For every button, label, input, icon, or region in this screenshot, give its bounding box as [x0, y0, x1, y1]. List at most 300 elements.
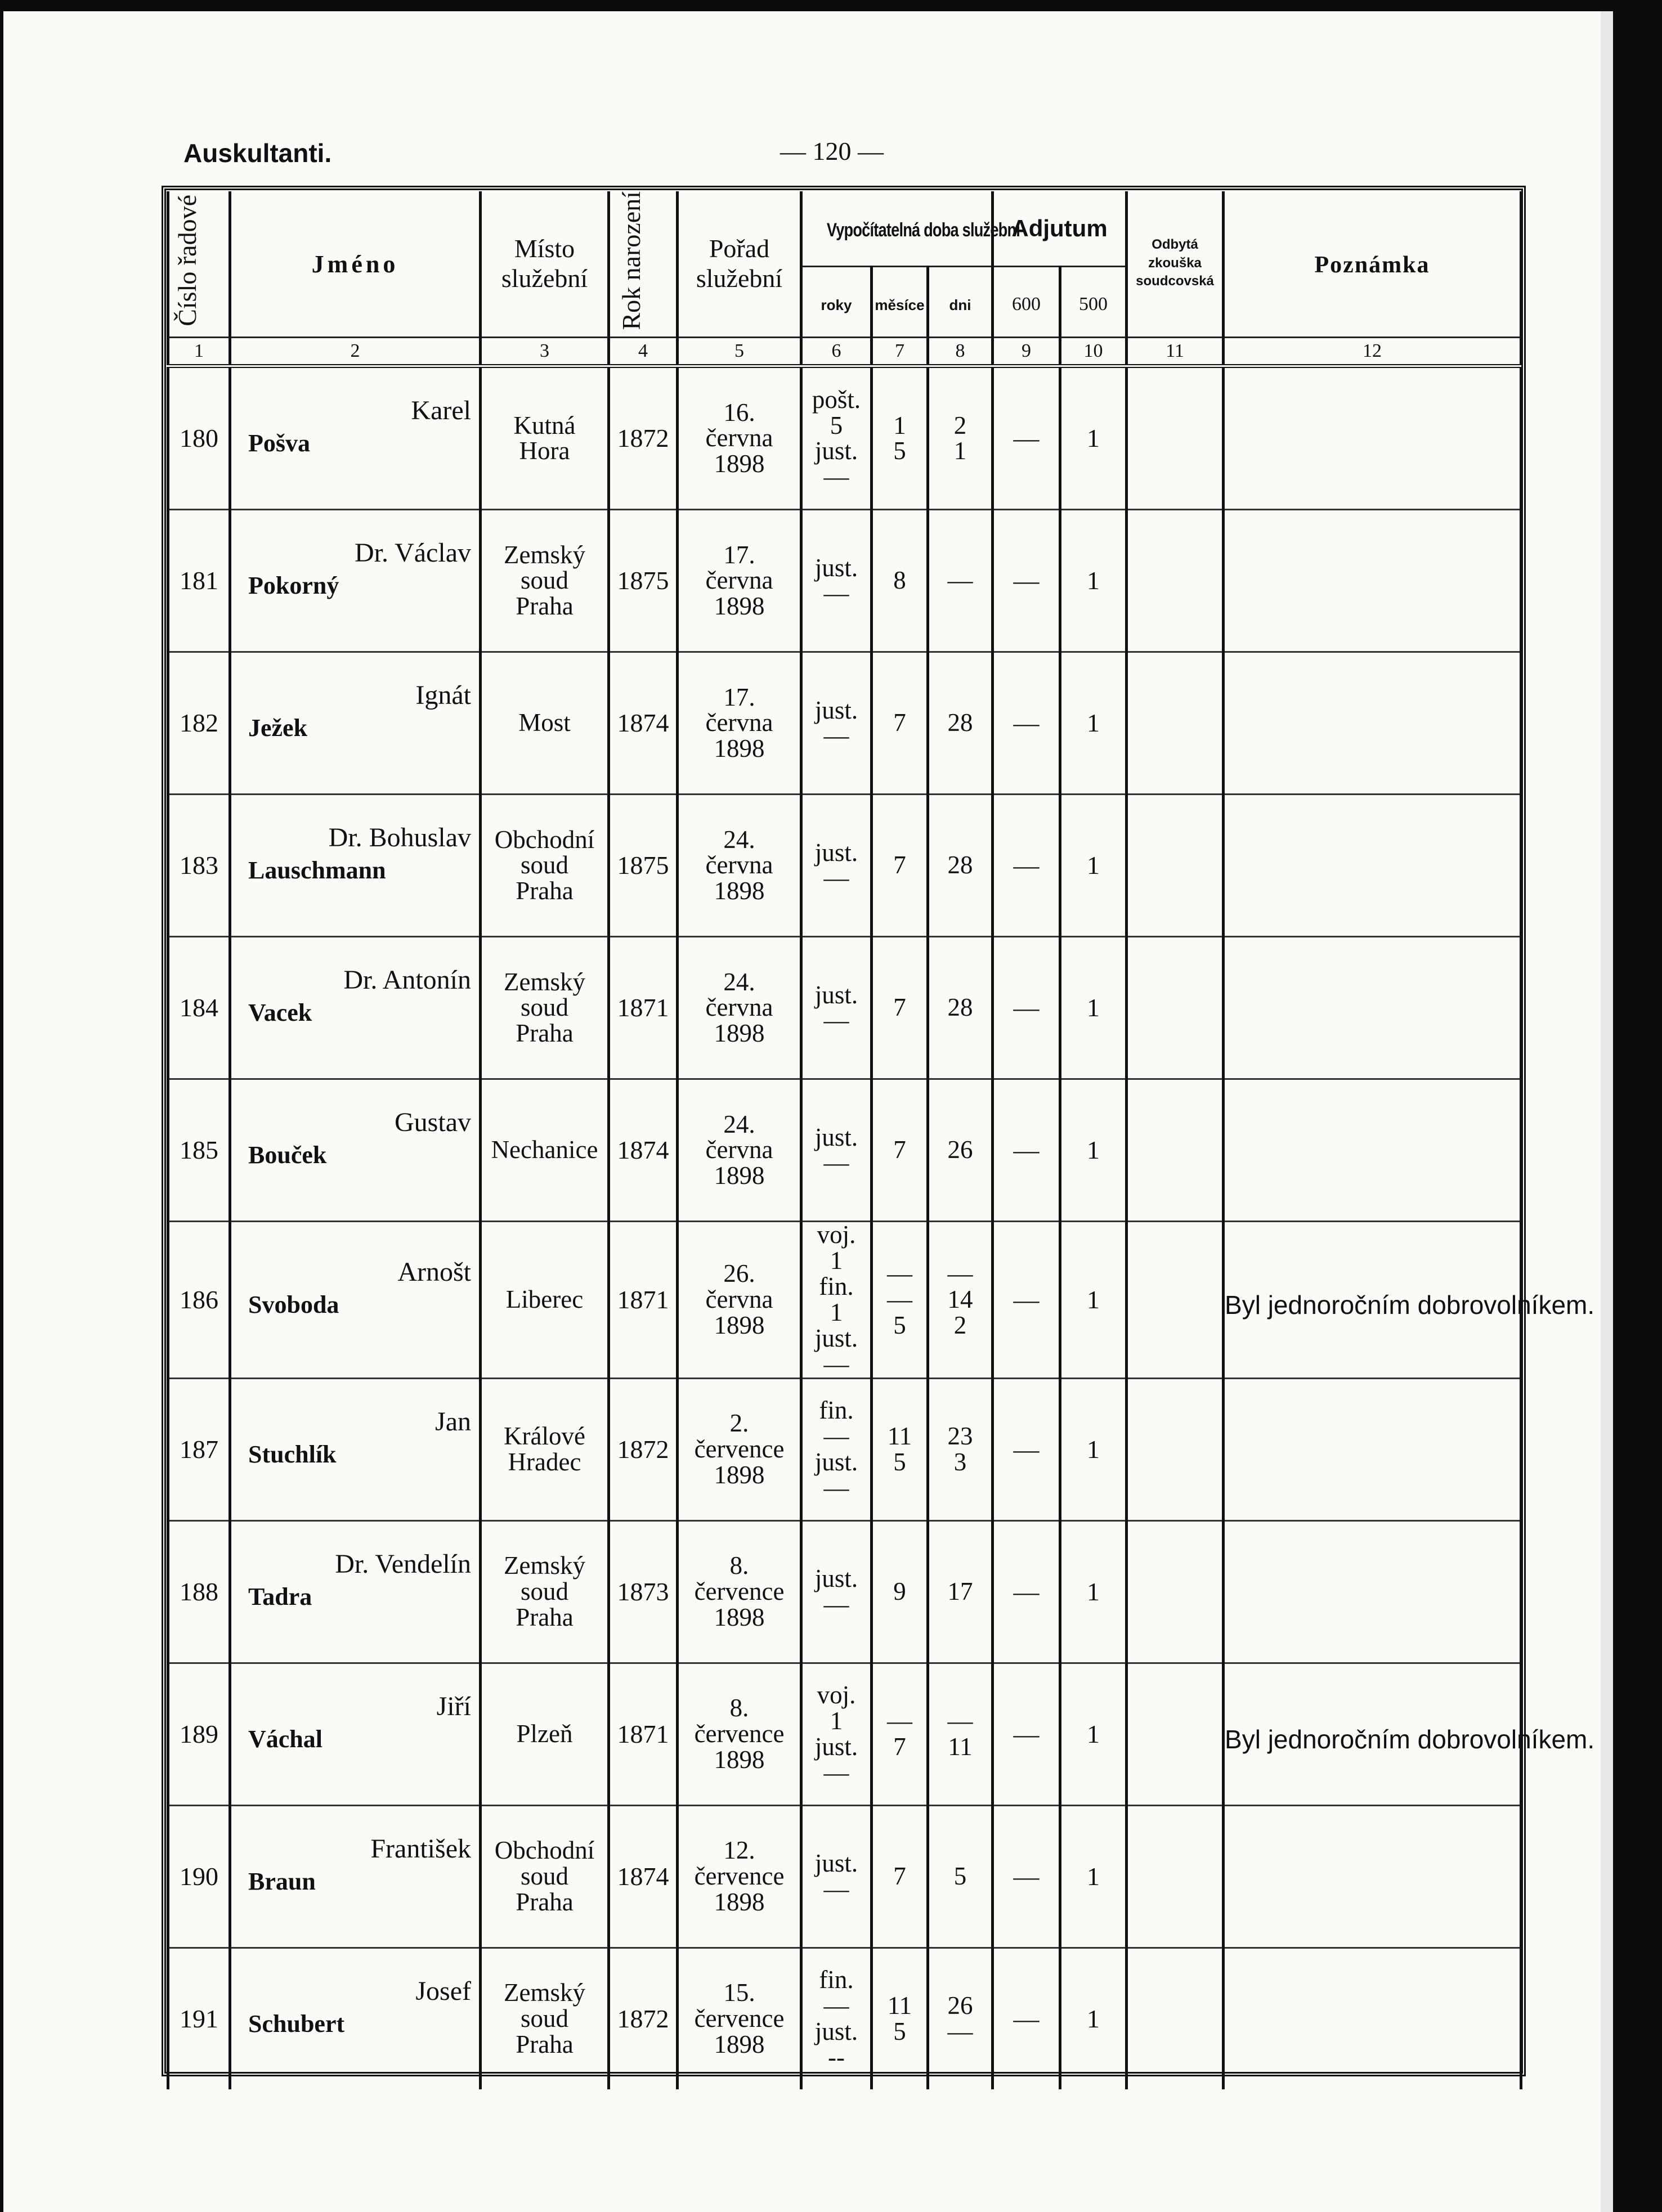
days-line: 26 — [947, 1136, 973, 1164]
months — [872, 1222, 928, 1378]
years-line: -- — [828, 2043, 845, 2071]
service-order-line: 17. — [723, 683, 755, 711]
row-number: 185 — [168, 1079, 230, 1222]
surname: Pokorný — [248, 572, 339, 600]
service-order — [678, 652, 801, 795]
service-order-line: 17. — [723, 540, 755, 569]
service-place-line: Zemský — [504, 1551, 585, 1580]
row-number: 187 — [168, 1378, 230, 1520]
exam-cell — [1127, 366, 1224, 510]
person-name — [230, 1079, 481, 1222]
given-name: Dr. Antonín — [343, 965, 471, 995]
months-line: 11 — [887, 1421, 912, 1450]
birth-year: 1874 — [609, 1079, 678, 1222]
service-order-line: 24. — [723, 967, 755, 996]
col-header-misto: Místo služební — [481, 191, 609, 338]
page-edge-shadow — [1601, 11, 1613, 2212]
birth-year: 1872 — [609, 1948, 678, 2089]
months-line: 7 — [893, 1861, 906, 1890]
years-line: — — [823, 1148, 849, 1177]
service-place — [481, 1079, 609, 1222]
years-line: — — [823, 1758, 849, 1787]
months — [872, 366, 928, 510]
service-order — [678, 1805, 801, 1948]
service-order-line: července — [694, 2004, 785, 2032]
table-row — [168, 366, 1521, 510]
col-number: 6 — [801, 338, 872, 366]
days — [928, 1079, 993, 1222]
years-line: fin. — [819, 1965, 854, 1994]
months-line: — — [887, 1285, 912, 1314]
months — [872, 1520, 928, 1663]
months-line: 1 — [893, 411, 906, 439]
years-line: just. — [814, 2017, 858, 2045]
years-line: — — [823, 1421, 849, 1450]
exam-cell — [1127, 1378, 1224, 1520]
col-number: 7 — [872, 338, 928, 366]
service-place-line: Praha — [516, 2030, 574, 2058]
exam-cell — [1127, 1079, 1224, 1222]
exam-cell — [1127, 1222, 1224, 1378]
note — [1224, 795, 1521, 937]
service-order — [678, 1079, 801, 1222]
given-name: Ignát — [415, 680, 471, 711]
col-header-vypocitatelna: Vypočítatelná doba služební — [801, 191, 993, 266]
note — [1224, 1079, 1521, 1222]
months-line: — — [887, 1706, 912, 1735]
exam-cell — [1127, 937, 1224, 1079]
years-line: voj. — [817, 1680, 856, 1709]
days-line: 5 — [953, 1861, 967, 1890]
note — [1224, 1378, 1521, 1520]
years-line: just. — [814, 437, 858, 465]
years — [801, 652, 872, 795]
col-header-odbyta: Odbytá zkouška soudcovská — [1127, 191, 1224, 338]
table-row — [168, 1378, 1521, 1520]
surname: Tadra — [248, 1582, 312, 1610]
section-title: Auskultanti. — [183, 138, 332, 168]
years — [801, 1079, 872, 1222]
years-line: — — [823, 864, 849, 892]
service-order-line: června — [705, 1136, 773, 1164]
years-line: just. — [814, 1732, 858, 1761]
days — [928, 1520, 993, 1663]
service-place — [481, 937, 609, 1079]
service-order-line: 1898 — [714, 1460, 765, 1489]
years-line: just. — [814, 838, 858, 867]
col-number: 3 — [481, 338, 609, 366]
table-row — [168, 510, 1521, 652]
months-line: 7 — [893, 708, 906, 737]
years — [801, 795, 872, 937]
col-header-cislo: Číslo řadové — [168, 191, 230, 338]
row-number: 186 — [168, 1222, 230, 1378]
service-place — [481, 1663, 609, 1805]
service-order-line: července — [694, 1719, 785, 1748]
exam-cell — [1127, 1948, 1224, 2089]
given-name: Josef — [415, 1976, 471, 2006]
register-table — [167, 191, 1595, 2089]
years-line: — — [823, 1590, 849, 1618]
birth-year: 1872 — [609, 1378, 678, 1520]
years-line: just. — [814, 1323, 858, 1352]
birth-year: 1871 — [609, 937, 678, 1079]
days — [928, 1948, 993, 2089]
col-number: 2 — [230, 338, 481, 366]
years-line: — — [823, 463, 849, 491]
col-number: 4 — [609, 338, 678, 366]
service-place-line: Hora — [519, 437, 570, 465]
months-line: 5 — [893, 2017, 906, 2045]
adjutum-500: 1 — [1060, 1222, 1127, 1378]
adjutum-600: — — [993, 366, 1060, 510]
months-line: 5 — [893, 1311, 906, 1340]
col-number: 5 — [678, 338, 801, 366]
person-name — [230, 1805, 481, 1948]
months-line: 7 — [893, 851, 906, 880]
surname: Ježek — [248, 714, 308, 742]
years — [801, 1520, 872, 1663]
col-header-jmeno: Jméno — [230, 191, 481, 338]
adjutum-600: — — [993, 1663, 1060, 1805]
service-order-line: 8. — [729, 1551, 749, 1580]
adjutum-500: 1 — [1060, 1079, 1127, 1222]
service-place-line: Liberec — [505, 1285, 584, 1314]
col-header-adjutum: Adjutum — [993, 191, 1127, 266]
service-place — [481, 795, 609, 937]
service-order — [678, 1948, 801, 2089]
note — [1224, 510, 1521, 652]
birth-year: 1875 — [609, 795, 678, 937]
years-line: — — [823, 1006, 849, 1035]
row-number: 188 — [168, 1520, 230, 1663]
table-row — [168, 652, 1521, 795]
service-order-line: června — [705, 424, 773, 452]
service-place-line: Zemský — [504, 540, 585, 569]
days — [928, 1663, 993, 1805]
adjutum-600: — — [993, 795, 1060, 937]
service-place-line: soud — [520, 851, 568, 880]
birth-year: 1875 — [609, 510, 678, 652]
service-order-line: 1898 — [714, 2030, 765, 2058]
page-number: — 120 — — [780, 137, 884, 165]
days-line: 28 — [947, 993, 973, 1022]
days — [928, 937, 993, 1079]
years-line: fin. — [819, 1272, 854, 1301]
service-place-line: Zemský — [504, 1978, 585, 2007]
years-line: — — [823, 721, 849, 750]
years — [801, 1378, 872, 1520]
table-row — [168, 1948, 1521, 2089]
days-line: — — [947, 2017, 973, 2045]
adjutum-500: 1 — [1060, 1378, 1127, 1520]
adjutum-600: — — [993, 1079, 1060, 1222]
person-name — [230, 1663, 481, 1805]
service-order-line: 1898 — [714, 592, 765, 621]
service-order-line: června — [705, 708, 773, 737]
note — [1224, 652, 1521, 795]
years-line: just. — [814, 1848, 858, 1877]
service-place — [481, 1378, 609, 1520]
col-number: 1 — [168, 338, 230, 366]
service-place-line: Obchodní — [494, 825, 595, 854]
surname: Svoboda — [248, 1291, 339, 1319]
service-order — [678, 1222, 801, 1378]
service-order — [678, 366, 801, 510]
col-header-rok: Rok narození — [609, 191, 678, 338]
service-place — [481, 1948, 609, 2089]
service-order-line: června — [705, 566, 773, 595]
person-name — [230, 652, 481, 795]
birth-year: 1871 — [609, 1222, 678, 1378]
given-name: Jiří — [436, 1691, 471, 1721]
surname: Braun — [248, 1867, 316, 1895]
row-number: 183 — [168, 795, 230, 937]
years-line: fin. — [819, 1396, 854, 1424]
col-header-dni: dni — [928, 266, 993, 338]
years-line: 1 — [830, 1246, 843, 1275]
service-place — [481, 510, 609, 652]
service-place-line: Praha — [516, 1019, 574, 1048]
surname: Pošva — [248, 429, 310, 457]
note — [1224, 1948, 1521, 2089]
col-number: 11 — [1127, 338, 1224, 366]
months — [872, 652, 928, 795]
days-line: 28 — [947, 851, 973, 880]
days-line: 26 — [947, 1991, 973, 2020]
given-name: Gustav — [395, 1107, 471, 1138]
service-order-line: 24. — [723, 825, 755, 854]
years — [801, 1663, 872, 1805]
years-line: — — [823, 1473, 849, 1502]
adjutum-500: 1 — [1060, 937, 1127, 1079]
years-line: — — [823, 579, 849, 608]
surname: Váchal — [248, 1725, 322, 1753]
service-order-line: 1898 — [714, 1161, 765, 1190]
months-line: 11 — [887, 1991, 912, 2020]
days-line: 3 — [953, 1447, 967, 1476]
surname: Schubert — [248, 2009, 345, 2038]
col-header-poznamka: Poznámka — [1224, 191, 1521, 338]
days — [928, 1378, 993, 1520]
service-order-line: července — [694, 1434, 785, 1463]
exam-cell — [1127, 1805, 1224, 1948]
days-line: 1 — [953, 437, 967, 465]
adjutum-500: 1 — [1060, 1948, 1127, 2089]
adjutum-600: — — [993, 1222, 1060, 1378]
days — [928, 795, 993, 937]
exam-cell — [1127, 1520, 1224, 1663]
note — [1224, 1805, 1521, 1948]
days — [928, 510, 993, 652]
service-place — [481, 1222, 609, 1378]
service-place — [481, 1805, 609, 1948]
service-order-line: 1898 — [714, 877, 765, 905]
table-row — [168, 1520, 1521, 1663]
table-row — [168, 1663, 1521, 1805]
months-line: 7 — [893, 1732, 906, 1761]
surname: Bouček — [248, 1141, 327, 1169]
service-place-line: Králové — [504, 1421, 585, 1450]
years — [801, 366, 872, 510]
col-number: 8 — [928, 338, 993, 366]
adjutum-600: — — [993, 1948, 1060, 2089]
adjutum-600: — — [993, 937, 1060, 1079]
col-number: 9 — [993, 338, 1060, 366]
months — [872, 1079, 928, 1222]
adjutum-600: — — [993, 1805, 1060, 1948]
birth-year: 1874 — [609, 652, 678, 795]
person-name — [230, 1378, 481, 1520]
months-line: 9 — [893, 1577, 906, 1605]
days — [928, 1805, 993, 1948]
row-number: 184 — [168, 937, 230, 1079]
service-order-line: června — [705, 851, 773, 880]
adjutum-500: 1 — [1060, 1520, 1127, 1663]
months-line: 5 — [893, 437, 906, 465]
given-name: Dr. Bohuslav — [328, 823, 471, 853]
service-order — [678, 1520, 801, 1663]
years-line: just. — [814, 553, 858, 582]
service-place — [481, 652, 609, 795]
service-order-line: července — [694, 1577, 785, 1605]
note — [1224, 1520, 1521, 1663]
service-place-line: Hradec — [508, 1447, 581, 1476]
days-line: 28 — [947, 708, 973, 737]
years — [801, 1805, 872, 1948]
exam-cell — [1127, 510, 1224, 652]
given-name: Dr. Vendelín — [335, 1549, 471, 1579]
given-name: Dr. Václav — [354, 538, 471, 568]
service-order-line: 8. — [729, 1693, 749, 1722]
person-name — [230, 1222, 481, 1378]
row-number: 181 — [168, 510, 230, 652]
service-order — [678, 795, 801, 937]
service-place-line: soud — [520, 993, 568, 1022]
row-number: 191 — [168, 1948, 230, 2089]
service-place-line: soud — [520, 1861, 568, 1890]
years — [801, 510, 872, 652]
days-line: 11 — [948, 1732, 973, 1761]
months-line: 5 — [893, 1447, 906, 1476]
service-place-line: soud — [520, 566, 568, 595]
months-line: 7 — [893, 1136, 906, 1164]
col-number: 10 — [1060, 338, 1127, 366]
months-line: 8 — [893, 566, 906, 595]
surname: Vacek — [248, 999, 312, 1027]
service-order-line: června — [705, 1285, 773, 1314]
adjutum-500: 1 — [1060, 652, 1127, 795]
exam-cell — [1127, 795, 1224, 937]
service-place-line: Praha — [516, 592, 574, 621]
given-name: Karel — [411, 396, 471, 426]
exam-cell — [1127, 1663, 1224, 1805]
service-place-line: Praha — [516, 1603, 574, 1631]
months — [872, 795, 928, 937]
person-name — [230, 1520, 481, 1663]
days-line: — — [947, 566, 973, 595]
service-place-line: Plzeň — [516, 1719, 573, 1748]
years-line: just. — [814, 696, 858, 724]
service-order-line: 1898 — [714, 1311, 765, 1340]
table-row — [168, 1805, 1521, 1948]
note: Byl jednoročním dobrovolníkem. — [1224, 1663, 1521, 1805]
service-order-line: 1898 — [714, 1745, 765, 1774]
service-order-line: 15. — [723, 1978, 755, 2007]
note — [1224, 937, 1521, 1079]
adjutum-600: — — [993, 1520, 1060, 1663]
col-number: 12 — [1224, 338, 1521, 366]
col-header-600: 600 — [993, 266, 1060, 338]
exam-cell — [1127, 652, 1224, 795]
days-line: 14 — [947, 1285, 973, 1314]
adjutum-500: 1 — [1060, 366, 1127, 510]
months-line: — — [887, 1259, 912, 1288]
days-line: 17 — [947, 1577, 973, 1605]
service-order-line: 1898 — [714, 734, 765, 763]
years-line: pošt. — [812, 385, 861, 414]
service-order — [678, 937, 801, 1079]
service-order-line: 1898 — [714, 1603, 765, 1631]
table-row — [168, 937, 1521, 1079]
person-name — [230, 1948, 481, 2089]
service-place-line: Kutná — [513, 411, 576, 439]
adjutum-600: — — [993, 652, 1060, 795]
months — [872, 1948, 928, 2089]
months — [872, 937, 928, 1079]
years-line: just. — [814, 1123, 858, 1151]
col-header-500: 500 — [1060, 266, 1127, 338]
days-line: 2 — [953, 1311, 967, 1340]
row-number: 182 — [168, 652, 230, 795]
years-line: voj. — [817, 1221, 856, 1249]
service-place — [481, 366, 609, 510]
service-place-line: soud — [520, 2004, 568, 2032]
service-place-line: Nechanice — [491, 1136, 598, 1164]
years-line: 1 — [830, 1298, 843, 1327]
days-line: 23 — [947, 1421, 973, 1450]
service-order-line: 1898 — [714, 450, 765, 478]
given-name: Jan — [435, 1406, 471, 1437]
months — [872, 510, 928, 652]
service-place-line: Praha — [516, 1887, 574, 1916]
birth-year: 1872 — [609, 366, 678, 510]
table-row — [168, 1222, 1521, 1378]
service-order-line: 26. — [723, 1259, 755, 1288]
years — [801, 937, 872, 1079]
service-place — [481, 1520, 609, 1663]
days — [928, 652, 993, 795]
years-line: — — [823, 1874, 849, 1903]
note: Byl jednoročním dobrovolníkem. — [1224, 1222, 1521, 1378]
service-place-line: Obchodní — [494, 1836, 595, 1864]
service-order — [678, 510, 801, 652]
birth-year: 1871 — [609, 1663, 678, 1805]
years-line: 5 — [830, 411, 843, 439]
row-number: 180 — [168, 366, 230, 510]
years — [801, 1948, 872, 2089]
days — [928, 1222, 993, 1378]
person-name — [230, 366, 481, 510]
adjutum-500: 1 — [1060, 510, 1127, 652]
years-line: — — [823, 1349, 849, 1378]
note — [1224, 366, 1521, 510]
months — [872, 1663, 928, 1805]
given-name: František — [370, 1833, 471, 1864]
service-order-line: 2. — [729, 1408, 749, 1437]
years-line: just. — [814, 980, 858, 1009]
table-row — [168, 795, 1521, 937]
